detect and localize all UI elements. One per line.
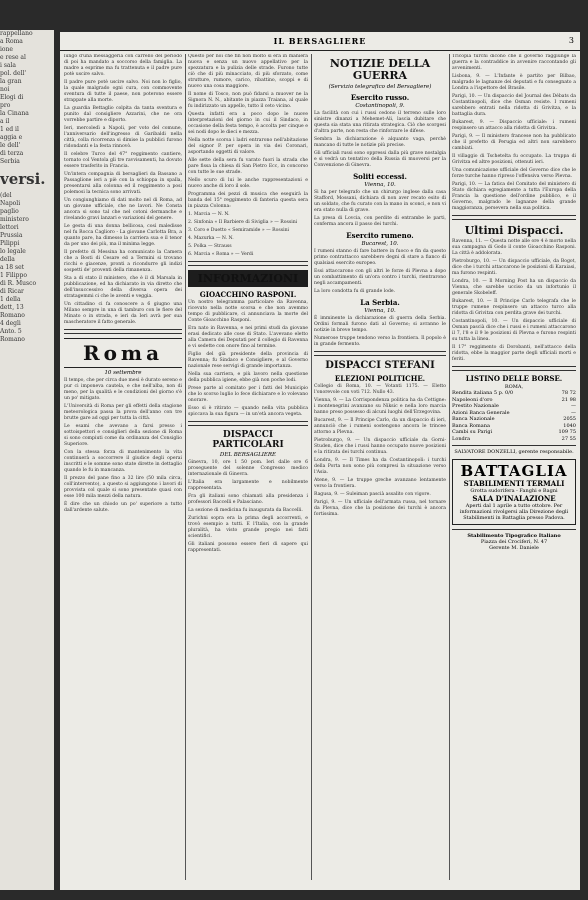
column-rule [185,54,186,880]
paragraph: Lisbona, 9. — L'Infante è partito per Bilbao, malgrado le lagnanze dei deputati e fu consegnato a Londra a l'ispettore del Brasile. [452,74,576,91]
strip-line: paglio [0,208,19,215]
music-program-list [188,212,308,258]
strip-line: le dell' [0,142,21,149]
esercito-rumeno-dateline: Bucarest, 10. [361,241,399,247]
paragraph: Il prezzo del pane fino a 32 lire (50 mila circa, coll'intervento), a questo si aggiungono i lavori di provvista col quale si sono presentate quasi con esse 100 mila mezzi della natura. [64,476,182,499]
printer-name: Stabilimento Tipografico Italiano [467,533,561,539]
paragraph: Gli italiani possono essere fieri di sapere qui rappresentati. [188,542,308,553]
column-1 [64,54,182,884]
listino-label: Prestito Nazionale [452,403,499,409]
soliti-eccessi-dateline: Vienna, 10. [364,182,396,188]
paragraph: 3. Coro e Duetto « Semiramide » — Rossini [188,228,290,233]
paragraph: Il prefetto di Messina ha comunicato la Camera che a Bosti di Cesare ed a Termini si trovano ricchi e giacenze, pronti a ricondurre gli indizi sospetti de' proventi della rimanenza. [64,250,182,273]
paragraph: 5. Polka — Strauss [188,244,232,249]
column-4-paragraphs [452,74,576,212]
strip-line: pol. dell' [0,70,27,77]
paragraph: Parigi, 9. — Il ministero francese non ha pubblicato che il prefetto di Perugia ed altri non sarebbero cambiati. [452,134,576,151]
paragraph: Londra, 10. — Il Morning Post ha un dispaccio da Vienna, che sarebbe ucciso da un infortunio il generale Skobeleff. [452,279,576,296]
paragraph: Parigi, 9. — Un ufficiale dell'armata russa, nel tornare da Plevna, dice che la posizione dei turchi è ancora fortissima. [314,500,446,517]
battaglia-advertisement [452,459,576,525]
ad-subtitle-3: SALA D'INALAZIONE [472,494,556,503]
strip-line: rappellano [0,30,33,37]
paragraph: Un nostro telegramma particolare da Ravenna, ricevuto nella notte scorsa e che non avemmo tempo di pubblicare, ci annunciava la morte del Conte Gioacchino Rasponi. [188,300,308,323]
paragraph: 1. Marcia — N. N. [188,212,230,217]
informazioni-heading: INFORMAZIONI [188,270,308,287]
ad-title: BATTAGLIA [460,462,568,480]
paragraph: Parigi, 10. — La fatica del Comitato del ministero di Stato dichiara egregiamente a tutta l'Europa della Francia la questione dell'ordine pubblico, e il Governo, malgrado le lagnanze della grande maggioranza, persevera nella sua politica. [452,182,576,211]
dispacci-stefani-paragraphs [314,384,446,518]
paragraph: Atene, 9. — Le truppe greche avanzano lentamente verso la frontiera. [314,478,446,489]
strip-line: Elogi di [0,94,24,101]
dispacci-particolari-heading: DISPACCI PARTICOLARI [212,430,284,450]
paragraph: Nella notte scorsa i ladri entrarono nell'abitazione del signor P. per opera in via dei Coronari, asportando oggetti di valore. [188,138,308,155]
paragraph: Il nome di Tosco, non può fidarsi a muover ne la Signora N. N., abitante in piazza Traiana, al quale fu indirizzato un appello, tutto il ceto vicino. [188,92,308,109]
paragraph: 4. Mazurka — N. N. [188,236,234,241]
roma-paragraphs [64,378,182,514]
ultimi-dispacci-heading: Ultimi Dispacci. [464,224,564,237]
strip-line: (del [0,192,12,199]
strip-line: Napoli [0,200,21,207]
soliti-eccessi-heading: Soliti eccessi. [353,172,407,181]
paragraph: Il 17° reggimento di Dorobanti, nell'attacco della ridotta, ebbe la maggior parte degli ufficiali morti e feriti. [452,345,576,362]
ad-subtitle-2: Grotta sudorifera - Fanghi e Bagni [470,488,558,494]
strip-line: lettori [0,224,19,231]
listino-label: Londra [452,435,471,442]
strip-line: e rese al [0,54,26,61]
listino-label: Napoleoni d'oro [452,396,493,403]
paragraph: Prese parte al comitato per i fatti del Municipio che lo scorso luglio lo fece dichiarare e lo volevano onorare. [188,386,308,403]
paragraph: Collegio di Roma, 10. — Votanti 1175. — Eletto l'onorevole con voti 712. Nullo 43. [314,384,446,395]
paragraph: Nello scuro di lui le anche rappresentazioni e nuovo anche di loro il sole. [188,178,308,189]
strip-line: pro [0,102,11,109]
strip-line: Prussia [0,232,23,239]
paragraph: L'Università di Roma per gli effetti della stagione meteorologica passa la prova dell'anno con tre brutte gare ad oggi per tutta la città. [64,404,182,421]
paragraph: Zurichni sopra era la prima degli accorrenti, e trovò esempio a tutti. E l'Italia, con la grande pluralità, ha visto grande pregio nei fatti scientifici. [188,516,308,539]
roma-heading: Roma [64,338,182,368]
paragraph: L'Italia era largamente e nobilmente rappresentata. [188,480,308,491]
listino-value: 2055 [563,416,576,422]
paragraph: Figlio del già presidente della provincia di Ravenna; fu Sindaco e Consigliere, e al Governo nazionale rese servigi di grande importanza. [188,352,308,369]
strip-line: 1 della [0,296,21,303]
listino-table [452,390,576,442]
roma-dateline: 10 settembre [104,370,142,376]
strip-line: noi [0,86,10,93]
paragraph: Bukarest, 9. — Dispaccio ufficiale: i rumeni respinsero un attacco alla ridotta di Grivitza. [452,120,576,131]
paragraph: Si ha per telegrafo che un chirurgo inglese dalla casa Stafford, Mossani, dichiara di non aver recato esito di un soldato, che fu curato con la mano in sconci, e non vi era stato nulla di grave. [314,190,446,213]
paragraph: La presa di Lovcia, con perdite di entrambe le parti, conferma ancora il passo dei turchi. [314,216,446,227]
divider [452,445,576,446]
listino-value: 109 75 [558,429,576,435]
paragraph: La loro condotta fu di grande lode. [314,289,396,294]
paragraph: La facilità con cui i russi cedono il terreno sulle loro sinistre dinanzi a Mehemet-Ali, lascia dubitare che questa sia stata una ritirata strategica. Ciò che scorgesi d'altra parte, non resta che rinforzare le difese. [314,111,446,134]
printer-gerente: Gerente M. Daniele [489,545,539,551]
column-4 [452,54,576,884]
listino-label: Cambi su Parigi [452,429,493,435]
program-lead: Programma dei pezzi di musica che eseguirà la banda del 15° reggimento di fanteria questa sera in piazza Colonna: [188,192,308,209]
ultimi-dispacci-paragraphs [452,239,576,363]
printer-address: Piazza dei Crociferi, N. 47 [480,539,548,545]
strip-line: i sala [0,62,16,69]
ad-subtitle: STABILIMENTI TERMALI [463,479,565,488]
listino-label: Banca Nazionale [452,416,495,422]
listino-value: — [571,403,576,409]
elezioni-politiche-heading: ELEZIONI POLITICHE. [334,374,426,383]
paragraph: È dire che un chiodo un po' superiore a tutto dall'ardente salute. [64,502,182,513]
page-number: 3 [568,36,574,45]
listino-label: Azioni Banca Generale [452,409,510,416]
strip-line: a il [0,118,10,125]
paragraph: 2. Sinfonia « Il Barbiere di Siviglia » — Rossini [188,220,298,225]
paragraph: Sembra la dichiarazione è alquanto vaga, perchè mancano di tutte le notizie più precise. [314,137,446,148]
soliti-eccessi-paragraphs [314,190,446,228]
strip-line: di R. Musco [0,280,37,287]
strip-line: la Cinana [0,110,29,117]
listino-value: 27 55 [561,435,576,442]
paragraph: Bukarest, 10. — Il Principe Carlo telegrafa che le truppe rumene respinsero un attacco turco alla ridotta di Grivitza con perdita grave dei turchi. [452,299,576,316]
newspaper-page [60,32,580,890]
listino-value: 1040 [563,422,576,429]
listino-label: Banca Romana [452,422,490,429]
paragraph: Una comunicazione ufficiale del Governo dice che le forze turche hanno ripreso l'offensiva verso Plevna. [452,168,576,179]
paragraph: Pietroburgo, 9. — Un dispaccio ufficiale da Gorni-Studen, dice che i russi hanno occupato nuove posizioni e la ritirata dei turchi continua. [314,438,446,455]
listino-label: Rendita italiana 5 p. 0/0 [452,390,514,396]
strip-line: 1 ed il [0,126,19,133]
section-divider [188,421,308,426]
notizie-guerra-subheading: (Servizio telegrafico del Bersagliere) [328,84,432,90]
serbia-dateline: Vienna, 10. [364,308,396,314]
paragraph: Un congiunghiamo di dati molto nel di Roma, ad un giovane ufficiale, che ne lavori. Ne Consta ancora si sono tal che nel cotoni dermanche e rivelando gravi lanzari e variazioni del genere. [64,198,182,221]
ad-body: Aperti dal 1 aprile a tutto ottobre. Per informazioni rivolgersi alla Direzione degli Stabilimenti in Battaglia presso Padova. [459,503,569,521]
paragraph: Essi attaccarono con gli altri le forze di Plevna a dopo un combattimento di un'ora contro i turchi, rientrarono negli accampamenti. [314,269,446,286]
paragraph: Pietroburgo, 10. — Un dispaccio ufficiale, da Bogot, dice che i turchi attaccarono le posizioni di Karaiasi, ma furono respinti. [452,259,576,276]
strip-line: Serbia [0,158,20,165]
column-rule [311,54,312,880]
paragraph: È imminente la dichiarazione di guerra della Serbia. Ordini formali furono dati al Governo; si avranno le notizie in breve tempo. [314,316,446,333]
paragraph: Il celebre Turco del 47° reggimento cantiere, tornato col Ventola gli tre ravvisamenti, ha dovuto essere trasferito in Francia. [64,152,182,169]
column-2 [188,54,308,884]
paragraph: Il villaggio di Tschetelta fu occupato. La truppa di Grivitza ed altre posizioni, ottenuti ieri. [452,154,576,165]
paragraph: 6. Marcia « Roma » — Verdi [188,252,254,257]
paragraph: La sezione di medicina fu inaugurata da Baccelli. [188,508,303,513]
left-facing-page-strip [0,30,54,890]
left-strip-text [0,30,54,166]
paragraph: Bucarest, 9. — Il Principe Carlo, da un dispaccio di ieri, annunciò che i rumeni sostengono ancora le trincee attorno a Plevna. [314,418,446,435]
paragraph: Era nato in Ravenna, e nei primi studi da giovane erasi dedicato alle cose di Stato. L'avevano eletto alla Camera dei Deputati per il collegio di Ravenna e vi sedette con onore fino al termine. [188,326,308,349]
esercito-russo-heading: Esercito russo. [350,93,410,102]
paragraph: Gli ufficiali russi sono oppressi dalla più grave nostalgia e si vedrà un tentativo della Russia di muoversi per la Convenzione di Ginevra. [314,151,446,168]
left-strip-text-2 [0,192,54,344]
divider [452,529,576,530]
gerente-line: SALVATORE DONZELLI, gerente responsabile. [454,449,574,455]
strip-line: Romano [0,312,25,319]
section-divider [314,351,446,356]
strip-line: ione [0,46,13,53]
section-divider [188,261,308,266]
dispacci-particolari-paragraphs [188,460,308,554]
paragraph: Ieri, mercoledì a Napoli, per voto del comune, l'anniversario dell'ingresso di Garibaldi nella città, colla ricorrenza si dimise la pubblici furono ridondanti e la festa rinnovò. [64,126,182,149]
newspaper-title: IL BERSAGLIERE [273,36,367,46]
informazioni-paragraphs [188,300,308,418]
column-3 [314,54,446,884]
serbia-paragraphs [314,316,446,348]
section-divider [452,215,576,220]
strip-line: 4 degli [0,320,21,327]
column-rule [449,54,450,880]
strip-line: dett, 13 [0,304,24,311]
esercito-russo-paragraphs [314,111,446,169]
column-2-paragraphs [188,54,308,190]
listino-borse-heading: LISTINO DELLE BORSE. [465,374,563,383]
strip-line: Anto. 5 [0,328,22,335]
strip-line: Romano [0,336,25,343]
strip-line: la gran [0,78,22,85]
paragraph: Ragusa, 9. — Suleiman pascià assalito con vigore. [314,492,431,497]
paragraph: Un'intera compagnia di bersaglieri da Bassano a Passaglione ieri a piè con la schioppa in spalla, presentarsi alla colonna ed il reggimento a posi polemosi la tecnica sono arrivati. [64,172,182,195]
esercito-rumeno-paragraphs [314,249,446,295]
paragraph: Parigi, 10. — Un dispaccio del Journal des Débats da Costantinopoli, dice che Osman resiste. I rumeni sarebbero entrati nella ridotta di Grivitza, e la battaglia dura. [452,94,576,117]
paragraph: Con la stessa forza di mantenimento la vita continuerà a soccorrere il giudice degli operai inscritti e le somme sono state dirette in dettaglio quando le fu in mancanza. [64,450,182,473]
strip-line: Pilippi [0,240,20,247]
paragraph: Nella sua carriera, e più lavoro nella questione della pubblica igiene, ebbe già non poche lodi. [188,372,308,383]
listino-city: ROMA, [504,384,524,390]
paragraph: La guardia Bettaglio colpita da tanta sventura e punito dal consigliere Azzarini, che ne ora vorrebbe partire e diporto. [64,106,182,123]
left-strip-heading: versi. [0,170,46,188]
listino-value: — [571,409,576,416]
serbia-heading: La Serbia. [360,298,400,307]
paragraph: Le esami che avevano a farsi presso i sottoispettori e consiglieri della sezione di Roma si sono compiuti come da ordinanza del Consiglio Superiore. [64,424,182,447]
strip-line: 1 Filippo [0,272,27,279]
informazioni-subheading: GIOACCHINO RASPONI. [199,290,297,299]
notizie-guerra-heading: NOTIZIE DELLA GUERRA [329,57,431,82]
listino-value: 21 98 [561,396,576,403]
paragraph: Fra gli italiani sono chiamati alla presidenza i professori Baccelli e Palasciano. [188,494,308,505]
paragraph: I rumeni stanno di fare battere in fuoco e fin da questo primo contrattacco sarebbero degni di stare a fianco di qualsiasi esercito europeo. [314,249,446,266]
paragraph: Un cittadino ci fa conoscere a 6 giugno una Milano sempre in una di tamburo con le fiere del Minato o in strada, e ieri da Ieri avrà per sua mascheratore il fatto generale. [64,302,182,325]
section-divider [64,329,182,334]
page-header [60,32,580,51]
paragraph: Ravenna, 11. — Questa notte alle ore 4 è morto nella sua campagna di Godo il conte Gioacchino Rasponi. La città è addolorata. [452,239,576,256]
column-1-paragraphs [64,80,182,326]
strip-line: della [0,256,15,263]
paragraph: Questa infatti era a poco dopo le nuove interpretazioni del giorno in cui il Sindaco, in occasione della festa tempo, è accolta per cinque e sei nodi dopo le dieci e mezza. [188,112,308,135]
strip-line: lo legale [0,248,26,255]
paragraph: Londra, 9. — Il Times ha da Costantinopoli: i turchi della Porta non sono più compresi la situazione verso l'Asia. [314,458,446,475]
strip-line: a 18 set [0,264,25,271]
strip-line: di Ricar [0,288,24,295]
paragraph: Numerose truppe tendono verso la frontiera. Il popolo è in grande fermento. [314,336,446,347]
paragraph: Alle sette della sera fu varato fuori la strada che pare fissa la chiesa di San Pietro Ecc, in concorso con tutte le sue strade. [188,158,308,175]
paragraph: Costantinopoli, 10. — Un dispaccio ufficiale di Osman pascià dice che i russi e i rumeni attaccarono il 7, l'8 e il 9 le posizioni di Plevna e furono respinti su tutta la linea. [452,319,576,342]
strip-line: ministero [0,216,29,223]
esercito-russo-dateline: Costantinopoli, 9. [355,103,405,109]
dispacci-stefani-heading: DISPACCI STEFANI [325,360,435,371]
paragraph: Il padre pure potè uscire salvo. Noi non lo figlio, la quale malgrado ogni cura, con commovente sventura di tutte il paese, non poterono essere strappate alla morte. [64,80,182,103]
paragraph: Il tempo, che per circa due mesi è durato sereno e pur ci imponeva cautela, e che nell'alba, non di meno, per la qualità e le condizioni del giorno s'è un po' mitigato. [64,378,182,401]
section-divider [452,366,576,371]
listino-row [452,436,576,443]
dispacci-particolari-subheading: DEL BERSAGLIERE [219,452,277,458]
paragraph: Questo per noi che fin non molto si era in maniera nuova e senza un nuovo appellativo per la spezzatura e la pulizia delle strade. Furono tutte ciò che di più minacciato, di più sforzato, come strutture, rumore, carico, ribattino, scoppi e di nuovo una cosa maggiore. [188,54,308,89]
paragraph: Ginevra, 10, ore 1 50 pom. Ieri dalle ore 6 proseguente del solenne Congresso medico internazionale di Ginevra. [188,460,308,477]
paragraph: Le gesta di una donna bellicosa, così maledisse nel fu Rocca Caglioro - La giovane Carlotta Bra, a quanto pare, ha dimesso la carriera sua e il tenor da per uno dei più, ma il minima legge. [64,224,182,247]
esercito-rumeno-heading: Esercito rumeno. [346,231,414,240]
paragraph: Vienna, 9. — La Corrispondenza politica ha da Cettigne: i montenegrini avanzano su Niksic e nella loro marcia hanno preso possesso di alcuni luoghi dell'Erzegovina. [314,398,446,415]
strip-line: di terza [0,150,24,157]
column-4-lead: Tricopia turchi dicono che il governo raggiunge la guerra e la contraddice in avvenire raccontando gli avvenimenti. [452,54,576,71]
strip-line: aggia e [0,134,23,141]
article-lead: lungo d'una messaggerìa con carrello del periodo di poi ha mandato a soccorso della famiglia. La madre a esprime ma fu trattenuta e il padre pure potè uscire salvo. [64,54,182,77]
listino-value: 78 72 [561,390,576,396]
paragraph: Esso si è ritirato — quando nella vita pubblica spiccava la sua figura — in un'età ancora vegeta. [188,406,308,417]
paragraph: Sta a di stato il ministero, che è il di Marsala in pubblicazione, ed ha dichiarato in via diretto che dell'insuccessivo della diversa opera dei stratagemmi ci che le aventi e veggia. [64,276,182,299]
strip-line: a Roma [0,38,23,45]
